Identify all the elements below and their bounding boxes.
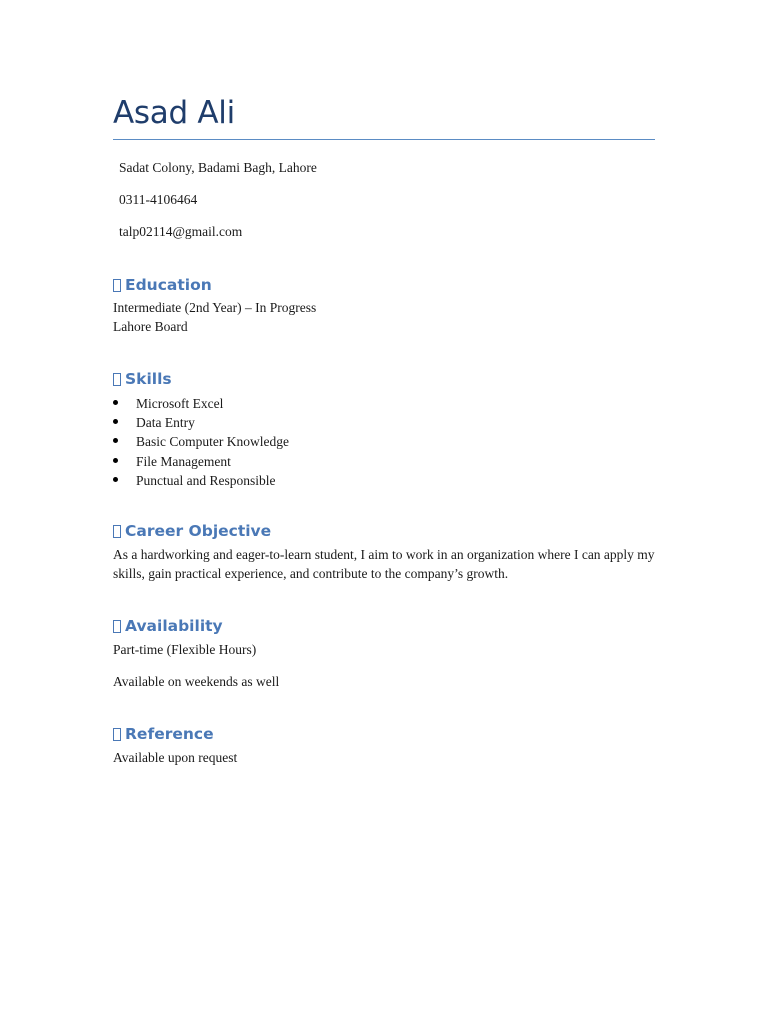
skill-text: Basic Computer Knowledge xyxy=(136,434,289,450)
education-line: Lahore Board xyxy=(113,319,188,334)
list-item xyxy=(113,394,289,413)
reference-text: Available upon request xyxy=(113,750,238,765)
list-item xyxy=(113,413,289,432)
reference-heading xyxy=(113,724,214,744)
bullet-icon xyxy=(113,458,118,463)
bullet-icon xyxy=(113,400,118,405)
education-heading-text: Education xyxy=(125,276,212,294)
list-item xyxy=(113,432,289,451)
reference-heading-text: Reference xyxy=(125,725,214,743)
missing-glyph-icon xyxy=(113,373,121,386)
contact-email: talp02114@gmail.com xyxy=(119,224,243,239)
career-objective-heading xyxy=(113,521,271,541)
missing-glyph-icon xyxy=(113,728,121,741)
skill-text: File Management xyxy=(136,453,231,469)
availability-line: Available on weekends as well xyxy=(113,674,280,689)
skill-text: Punctual and Responsible xyxy=(136,472,276,488)
list-item xyxy=(113,452,289,471)
skills-heading xyxy=(113,369,172,389)
skill-text: Microsoft Excel xyxy=(136,396,224,411)
bullet-icon xyxy=(113,419,118,424)
skill-text: Data Entry xyxy=(136,415,195,431)
list-item xyxy=(113,471,289,490)
availability-heading-text: Availability xyxy=(125,617,223,635)
bullet-icon xyxy=(113,438,118,443)
resume-name: Asad Ali xyxy=(113,95,235,131)
missing-glyph-icon xyxy=(113,525,121,538)
title-divider xyxy=(113,139,655,140)
education-line: Intermediate (2nd Year) – In Progress xyxy=(113,300,317,315)
skills-list xyxy=(113,394,289,490)
availability-line: Part-time (Flexible Hours) xyxy=(113,642,257,657)
missing-glyph-icon xyxy=(113,620,121,633)
career-objective-heading-text: Career Objective xyxy=(125,522,272,540)
bullet-icon xyxy=(113,477,118,482)
skills-heading-text: Skills xyxy=(125,370,172,388)
missing-glyph-icon xyxy=(113,279,121,292)
contact-phone: 0311-4106464 xyxy=(119,192,198,207)
contact-address: Sadat Colony, Badami Bagh, Lahore xyxy=(119,160,317,175)
education-heading xyxy=(113,275,212,295)
availability-heading xyxy=(113,616,223,636)
career-objective-text: As a hardworking and eager-to-learn student, I aim to work in an organization where I can apply my skills, gain practical experience, and contribute to the company’s growth. xyxy=(113,547,655,581)
